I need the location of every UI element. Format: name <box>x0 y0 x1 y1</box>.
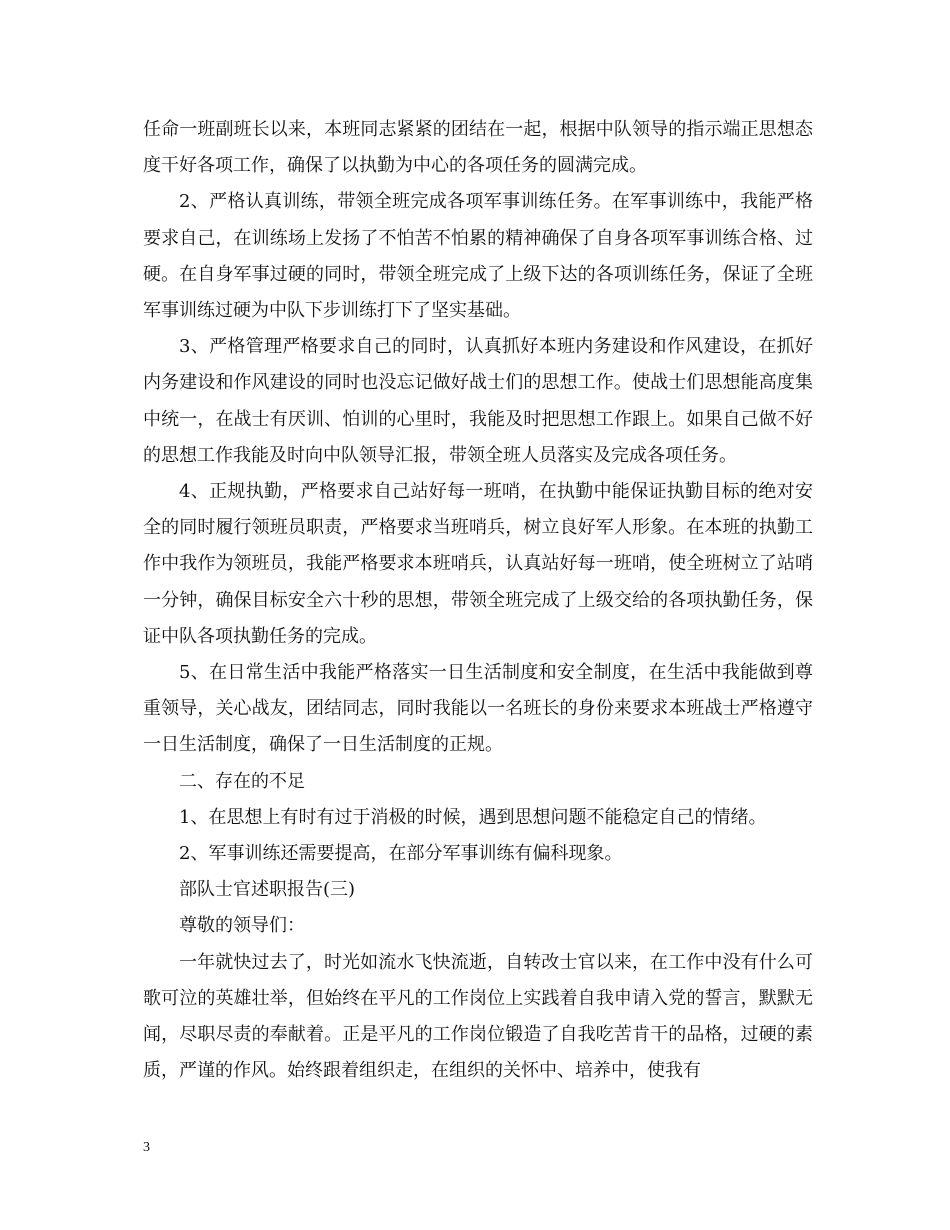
shortcoming-item-1: 1、在思想上有时有过于消极的时候，遇到思想问题不能稳定自己的情绪。 <box>179 806 767 828</box>
paragraph-item-3: 3、严格管理严格要求自己的同时，认真抓好本班内务建设和作风建设，在抓好内务建设和作风建设的同时也没忘记做好战士们的思想工作。使战士们思想能高度集中统一，在战士有厌训、怕训的心里时，我能及时把思想工作跟上。如果自己做不好的思想工作我能及时向中队领导汇报，带领全班人员落实及完成各项任务。 <box>143 336 813 466</box>
paragraph-item-2: 2、严格认真训练，带领全班完成各项军事训练任务。在军事训练中，我能严格要求自己，在训练场上发扬了不怕苦不怕累的精神确保了自身各项军事训练合格、过硬。在自身军事过硬的同时，带领全班完成了上级下达的各项训练任务，保证了全班军事训练过硬为中队下步训练打下了坚实基础。 <box>143 191 813 322</box>
shortcoming-item-2: 2、军事训练还需要提高，在部分军事训练有偏科现象。 <box>179 843 623 865</box>
page-number: 3 <box>143 1140 150 1155</box>
paragraph-item-4: 4、正规执勤，严格要求自己站好每一班哨，在执勤中能保证执勤目标的绝对安全的同时履行领班员职责，严格要求当班哨兵，树立良好军人形象。在本班的执勤工作中我作为领班员，我能严格要求本班哨兵，认真站好每一班哨，使全班树立了站哨一分钟，确保目标安全六十秒的思想，带领全班完成了上级交给的各项执勤任务，保证中队各项执勤任务的完成。 <box>143 481 813 647</box>
report-title: 部队士官述职报告(三) <box>179 879 356 901</box>
paragraph-continuation: 任命一班副班长以来，本班同志紧紧的团结在一起，根据中队领导的指示端正思想态度干好各项工作，确保了以执勤为中心的各项任务的圆满完成。 <box>143 119 813 177</box>
document-body <box>143 112 813 1089</box>
paragraph-intro: 一年就快过去了，时光如流水飞快流逝，自转改士官以来，在工作中没有什么可歌可泣的英雄壮举，但始终在平凡的工作岗位上实践着自我申请入党的誓言，默默无闻，尽职尽责的奉献着。正是平凡的工作岗位锻造了自我吃苦肯干的品格，过硬的素质，严谨的作风。始终跟着组织走，在组织的关怀中、培养中，使我有 <box>143 951 813 1082</box>
paragraph-item-5: 5、在日常生活中我能严格落实一日生活制度和安全制度，在生活中我能做到尊重领导，关心战友，团结同志，同时我能以一名班长的身份来要求本班战士严格遵守一日生活制度，确保了一日生活制度的正规。 <box>143 662 813 756</box>
salutation: 尊敬的领导们： <box>179 915 305 937</box>
section-heading-shortcomings: 二、存在的不足 <box>179 770 305 792</box>
